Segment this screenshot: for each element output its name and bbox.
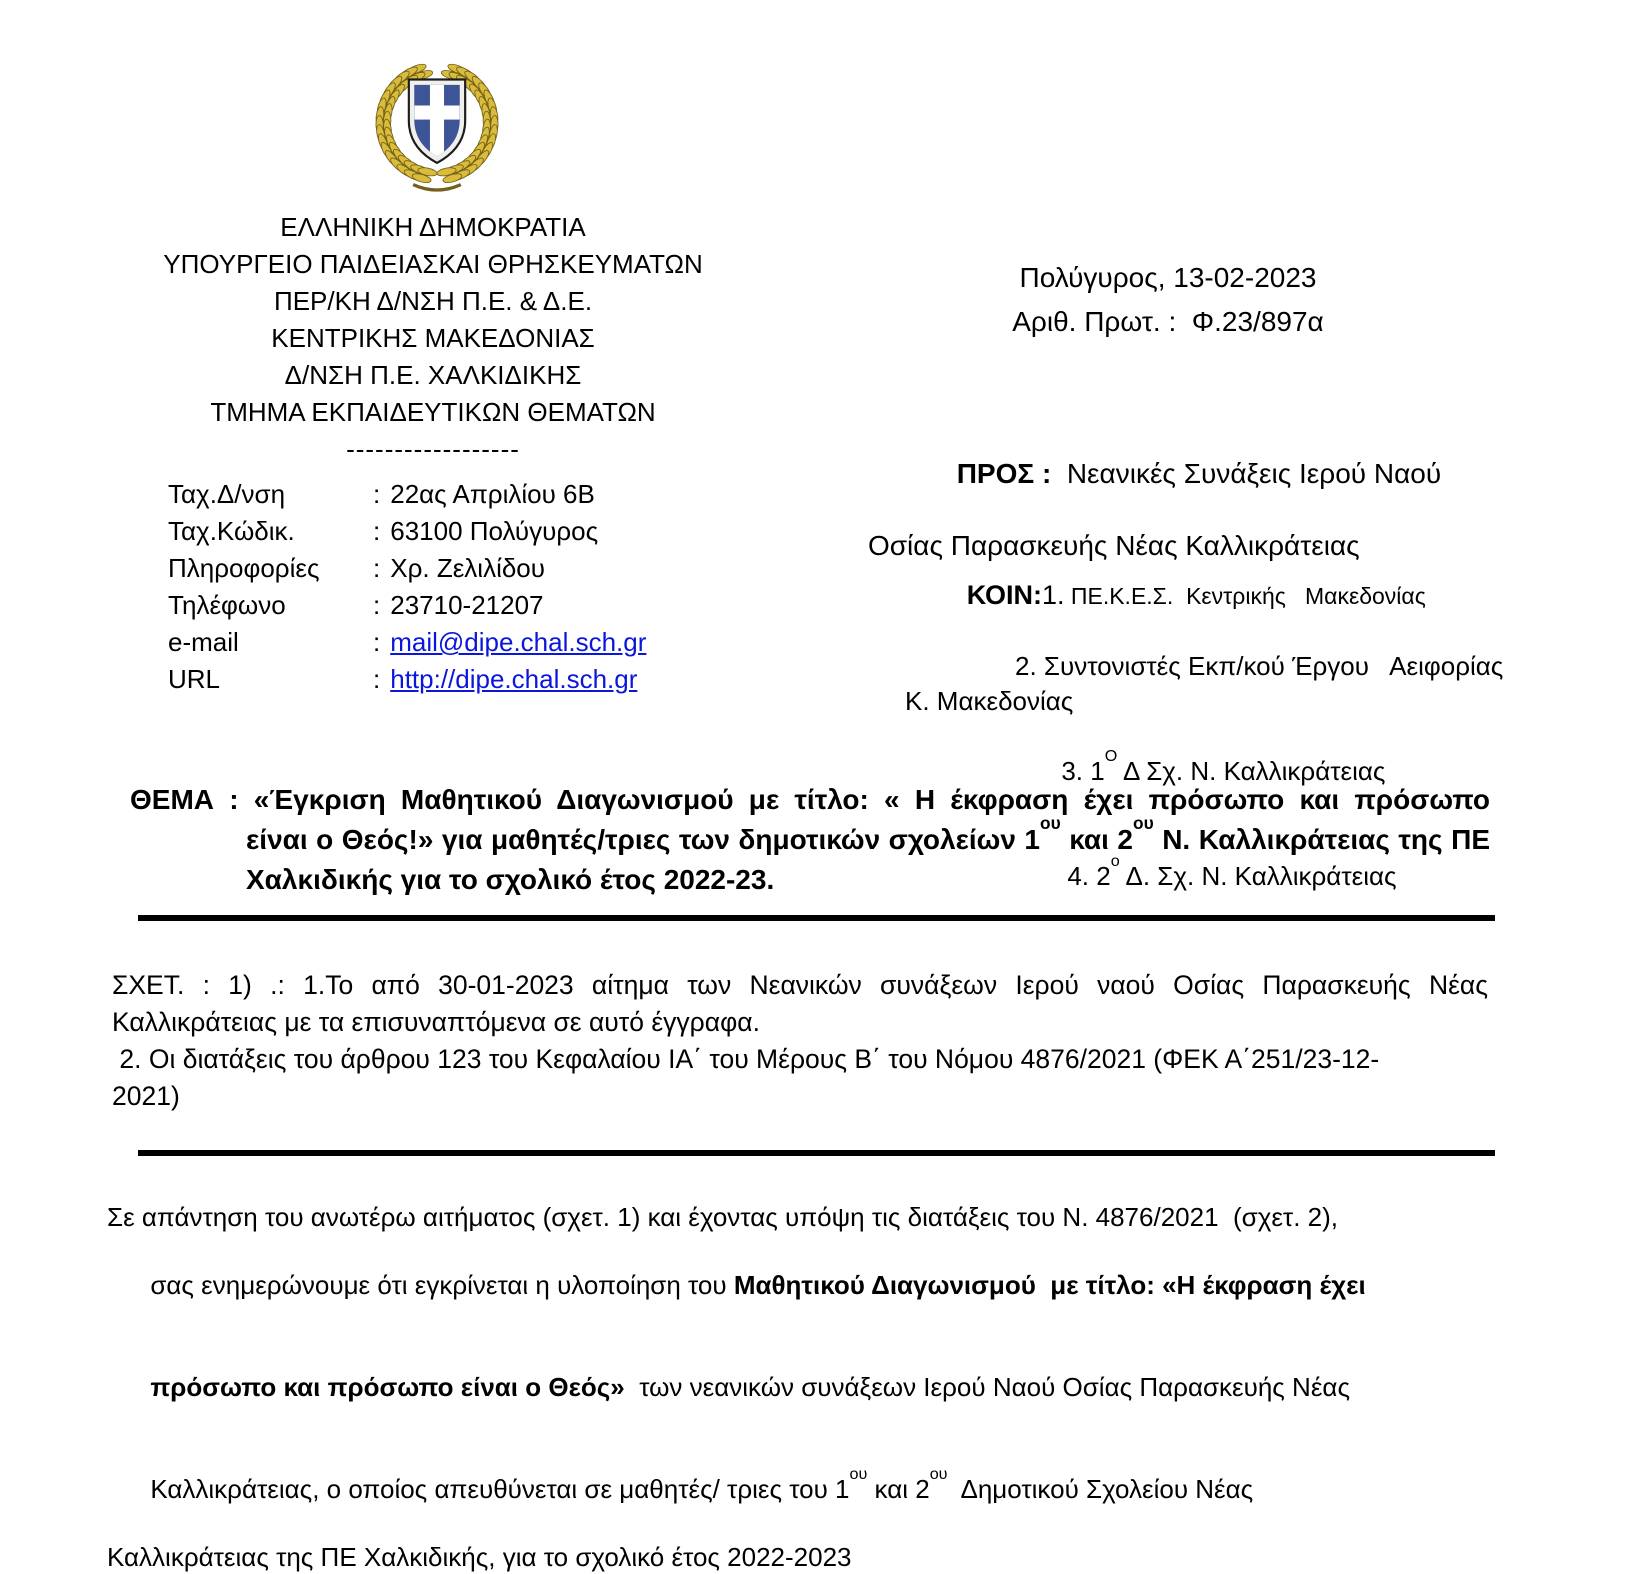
contact-label: Ταχ.Δ/νση: [168, 479, 286, 509]
contact-details-block: [168, 476, 646, 698]
pros-label: ΠΡΟΣ :: [956, 458, 1052, 489]
colon-separator: :: [373, 553, 381, 583]
body-paragraph: [107, 1200, 1507, 1574]
contact-value-address: 22ας Απριλίου 6Β: [390, 479, 595, 509]
recipient-name: Νεανικές Συνάξεις Ιερού Ναού: [1051, 458, 1442, 489]
contact-row-postcode: [168, 513, 646, 550]
cc-item-2: 2. Συντονιστές Εκπ/κού Έργου Αειφορίας: [1015, 651, 1504, 681]
references-line-3: 2. Οι διατάξεις του άρθρου 123 του Κεφαλαίου ΙΑ΄ του Μέρους Β΄ του Νόμου 4876/2021 (ΦΕΚ Α΄251/23-12-: [112, 1044, 1380, 1074]
approval-bold-text: Μαθητικού Διαγωνισμού με τίτλο: «Η έκφραση έχει: [733, 1270, 1366, 1300]
colon-separator: :: [373, 664, 381, 694]
org-line-chalkidiki: Δ/ΝΣΗ Π.Ε. ΧΑΛΚΙΔΙΚΗΣ: [284, 360, 582, 390]
colon-separator: :: [373, 590, 381, 620]
horizontal-rule-top: [138, 915, 1495, 921]
ordinal-superscript: ου: [929, 1465, 948, 1484]
body-line-1: Σε απάντηση του ανωτέρω αιτήματος (σχετ. 1) και έχοντας υπόψη τις διατάξεις του Ν. 4876/2021 (σχετ. 2),: [107, 1202, 1338, 1232]
greek-coat-of-arms: [372, 36, 502, 202]
references-line-4: 2021): [112, 1081, 180, 1111]
org-line-department: ΤΜΗΜΑ ΕΚΠΑΙΔΕΥΤΙΚΩΝ ΘΕΜΑΤΩΝ: [210, 397, 656, 427]
recipient-line-1: [868, 420, 1441, 528]
contact-row-url: [168, 661, 646, 698]
colon-separator: :: [373, 516, 381, 546]
contact-row-information: [168, 550, 646, 587]
org-line-macedonia: ΚΕΝΤΡΙΚΗΣ ΜΑΚΕΔΟΝΙΑΣ: [271, 323, 595, 353]
cc-item-1-text: ΠΕ.Κ.Ε.Σ. Κεντρικής Μακεδονίας: [1064, 583, 1426, 609]
contact-label: Πληροφορίες: [168, 553, 320, 583]
subject-line-2: είναι ο Θεός!» για μαθητές/τριες των δημοτικών σχολείων $1^{o\upsilon}$ και $2^{o\upsilon}$ Ν. Καλλικράτειας της ΠΕ: [246, 813, 1491, 855]
references-line-2: Καλλικράτειας με τα επισυναπτόμενα σε αυτό έγγραφα.: [112, 1007, 760, 1037]
subject-block: [130, 780, 1490, 900]
contact-row-address: [168, 476, 646, 513]
email-link[interactable]: mail@dipe.chal.sch.gr: [390, 627, 647, 657]
colon-separator: :: [373, 627, 381, 657]
ordinal-superscript: ου: [1132, 813, 1154, 834]
references-block: [112, 967, 1488, 1115]
subject-line-3: Χαλκιδικής για το σχολικό έτος 2022-23.: [246, 864, 775, 895]
references-line-1: ΣΧΕΤ. : 1) .: 1.Το από 30-01-2023 αίτημα των Νεανικών συνάξεων Ιερού ναού Οσίας Παρασκευής Νέας: [112, 970, 1488, 1000]
contact-label: Τηλέφωνο: [168, 590, 286, 620]
contact-value-postcode: 63100 Πολύγυρος: [390, 516, 599, 546]
recipient-line-2: Οσίας Παρασκευής Νέας Καλλικράτειας: [868, 530, 1360, 561]
body-line-4: Καλλικράτειας, ο οποίος απευθύνεται σε μαθητές/ τριες του $1^{o\upsilon}$ και $2^{o\upsilon}$ Δημοτικού Σχολείου Νέας: [150, 1465, 1254, 1504]
ordinal-superscript: ου: [1039, 813, 1061, 834]
contact-label: Ταχ.Κώδικ.: [168, 516, 295, 546]
colon-separator: :: [373, 479, 381, 509]
body-line-5: Καλλικράτειας της ΠΕ Χαλκιδικής, για το σχολικό έτος 2022-2023: [107, 1542, 852, 1572]
contact-row-phone: [168, 587, 646, 624]
contact-label: URL: [168, 664, 221, 694]
ordinal-superscript: ο: [1110, 852, 1120, 871]
approval-bold-text: πρόσωπο και πρόσωπο είναι ο Θεός»: [150, 1372, 625, 1402]
contact-label: e-mail: [168, 627, 239, 657]
cc-item-1-number: 1.: [1041, 580, 1065, 610]
issuing-authority-block: [133, 209, 733, 468]
cc-item-2-continued: Κ. Μακεδονίας: [905, 686, 1074, 716]
body-line-2: σας ενημερώνουμε ότι εγκρίνεται η υλοποίηση του Μαθητικού Διαγωνισμού με τίτλο: «Η έκφραση έχει: [150, 1270, 1366, 1300]
contact-row-email: [168, 624, 646, 661]
cc-item-1: [868, 543, 1503, 649]
org-line-ministry: ΥΠΟΥΡΓΕΙΟ ΠΑΙΔΕΙΑΣΚΑΙ ΘΡΗΣΚΕΥΜΑΤΩΝ: [163, 249, 703, 279]
contact-value-phone: 23710-21207: [390, 590, 544, 620]
place-date: Πολύγυρος, 13-02-2023: [1019, 262, 1317, 293]
koin-label: ΚΟΙΝ:: [966, 580, 1042, 610]
date-protocol-block: [868, 256, 1468, 344]
cc-item-3: 3. $1^O$ Δ Σχ. Ν. Καλλικράτειας: [1061, 747, 1386, 786]
subject-line-1: ΘΕΜΑ : «Έγκριση Μαθητικού Διαγωνισμού με τίτλο: « Η έκφραση έχει πρόσωπο και πρόσωπο: [130, 784, 1490, 815]
org-line-regional: ΠΕΡ/ΚΗ Δ/ΝΣΗ Π.Ε. & Δ.Ε.: [273, 286, 593, 316]
separator-dashes: ------------------: [346, 434, 520, 464]
ordinal-superscript: ου: [849, 1465, 868, 1484]
ordinal-superscript: Ο: [1104, 747, 1118, 766]
protocol-number: Αριθ. Πρωτ. : Φ.23/897α: [1012, 306, 1324, 337]
body-line-3: πρόσωπο και πρόσωπο είναι ο Θεός» των νεανικών συνάξεων Ιερού Ναού Οσίας Παρασκευής Νέας: [150, 1372, 1350, 1402]
horizontal-rule-bottom: [138, 1150, 1495, 1156]
greek-coat-of-arms-icon: [372, 36, 502, 201]
cc-item-4: 4. $2^o$ Δ. Σχ. Ν. Καλλικράτειας: [1067, 852, 1397, 891]
org-line-republic: ΕΛΛΗΝΙΚΗ ΔΗΜΟΚΡΑΤΙΑ: [280, 212, 586, 242]
contact-value-information: Χρ. Ζελιλίδου: [390, 553, 545, 583]
website-link[interactable]: http://dipe.chal.sch.gr: [390, 664, 638, 694]
